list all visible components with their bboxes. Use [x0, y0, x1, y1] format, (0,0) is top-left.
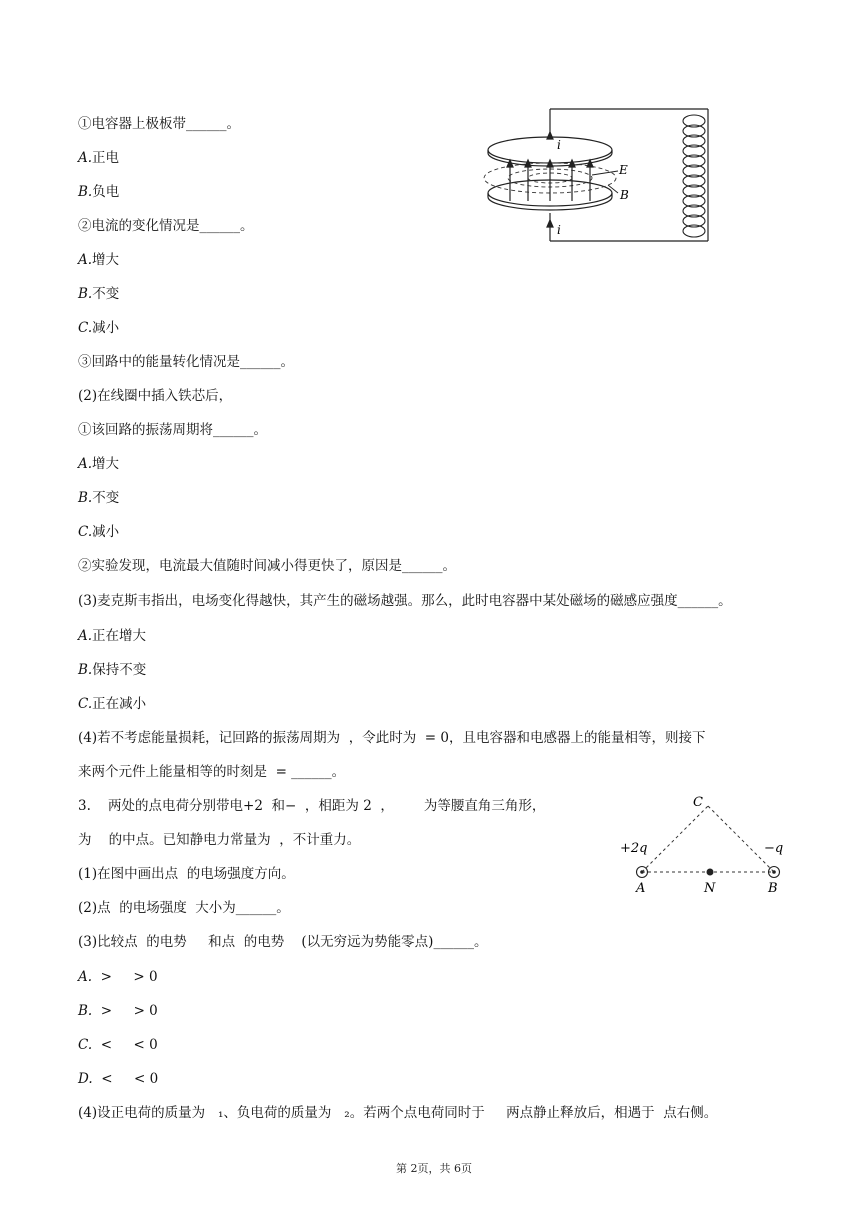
option-line [78, 319, 119, 337]
text-line [78, 217, 254, 235]
text-line [78, 387, 232, 405]
line-text: 负电 [92, 184, 120, 200]
option-label: B. [78, 286, 93, 302]
option-label: D. [78, 1071, 93, 1087]
option-line [78, 489, 119, 507]
text-line [78, 592, 732, 610]
option-line [78, 1036, 158, 1054]
text-line [78, 797, 545, 815]
label-e: E [619, 163, 628, 177]
option-line [78, 183, 119, 201]
line-text: 减小 [92, 320, 120, 336]
text-line [78, 115, 240, 133]
option-line [78, 523, 119, 541]
line-text: 减小 [92, 524, 120, 540]
line-text: < < 0 [92, 1071, 159, 1087]
option-label: B. [78, 184, 93, 200]
line-text: 增大 [92, 252, 120, 268]
label-b2: B [768, 881, 778, 896]
text-line [78, 421, 267, 439]
line-text: 为 的中点。已知静电力常量为 ，不计重力。 [78, 832, 361, 848]
option-line [78, 695, 146, 713]
option-label: A. [78, 456, 93, 472]
label-c: C [693, 795, 703, 810]
option-line [78, 1002, 158, 1020]
option-label: A. [78, 969, 93, 985]
charges-triangle-figure [610, 790, 800, 900]
option-line [78, 149, 119, 167]
text-line [78, 729, 705, 747]
line-text: (3)比较点 的电势 和点 的电势 (以无穷远为势能零点)______。 [78, 934, 488, 950]
line-text: ①电容器上极板带______。 [78, 116, 240, 132]
lc-circuit-figure [480, 103, 720, 248]
option-line [78, 661, 146, 679]
line-text: 正在增大 [92, 628, 147, 644]
line-text: 增大 [92, 456, 120, 472]
label-b: B [620, 188, 629, 202]
option-line [78, 285, 119, 303]
line-text: (2)点 的电场强度 大小为______。 [78, 900, 290, 916]
option-label: B. [78, 490, 93, 506]
option-label: A. [78, 252, 93, 268]
option-label: C. [78, 696, 93, 712]
line-text: (4)设正电荷的质量为 ₁、负电荷的质量为 ₂。若两个点电荷同时于 两点静止释放后，相遇于 点右侧。 [78, 1105, 718, 1121]
line-text: < < 0 [92, 1037, 158, 1053]
text-line [78, 933, 487, 951]
option-label: B. [78, 662, 93, 678]
line-text: (1)在图中画出点 的电场强度方向。 [78, 866, 295, 882]
option-line [78, 455, 119, 473]
line-text: 不变 [92, 490, 120, 506]
text-line [78, 865, 295, 883]
line-text: 正在减小 [92, 696, 147, 712]
label-i-bottom: i [557, 223, 561, 237]
option-label: B. [78, 1003, 93, 1019]
line-text: 正电 [92, 150, 120, 166]
option-line [78, 627, 146, 645]
option-line [78, 251, 119, 269]
option-label: C. [78, 320, 93, 336]
option-label: A. [78, 628, 93, 644]
page-footer: 第 2页，共 6页 [396, 1162, 472, 1175]
text-line [78, 899, 290, 917]
line-text: 来两个元件上能量相等的时刻是 = ______。 [78, 764, 346, 780]
text-line [78, 1104, 717, 1122]
line-text: ①该回路的振荡周期将______。 [78, 422, 267, 438]
line-text: (2)在线圈中插入铁芯后， [78, 388, 233, 404]
text-line [78, 831, 360, 849]
line-text: ③回路中的能量转化情况是______。 [78, 354, 294, 370]
label-i-top: i [557, 138, 561, 152]
line-text: ②电流的变化情况是______。 [78, 218, 254, 234]
charge-right: −q [764, 841, 784, 856]
option-label: C. [78, 524, 93, 540]
option-label: C. [78, 1037, 93, 1053]
line-text: 3. 两处的点电荷分别带电+2 和− ，相距为 2 ， 为等腰直角三角形， [78, 798, 546, 814]
text-line [78, 557, 456, 575]
text-line [78, 353, 294, 371]
label-a: A [636, 881, 646, 896]
line-text: > > 0 [92, 969, 158, 985]
label-n: N [704, 881, 716, 896]
line-text: 不变 [92, 286, 120, 302]
option-line [78, 968, 158, 986]
line-text: (3)麦克斯韦指出，电场变化得越快，其产生的磁场越强。那么，此时电容器中某处磁场的磁感应强度______。 [78, 593, 732, 609]
option-line [78, 1070, 158, 1088]
line-text: > > 0 [92, 1003, 158, 1019]
line-text: (4)若不考虑能量损耗，记回路的振荡周期为 ，令此时为 = 0，且电容器和电感器上的能量相等，则接下 [78, 730, 706, 746]
text-line [78, 763, 345, 781]
line-text: ②实验发现，电流最大值随时间减小得更快了，原因是______。 [78, 558, 456, 574]
line-text: 保持不变 [92, 662, 147, 678]
option-label: A. [78, 150, 93, 166]
charge-left: +2q [620, 841, 648, 856]
